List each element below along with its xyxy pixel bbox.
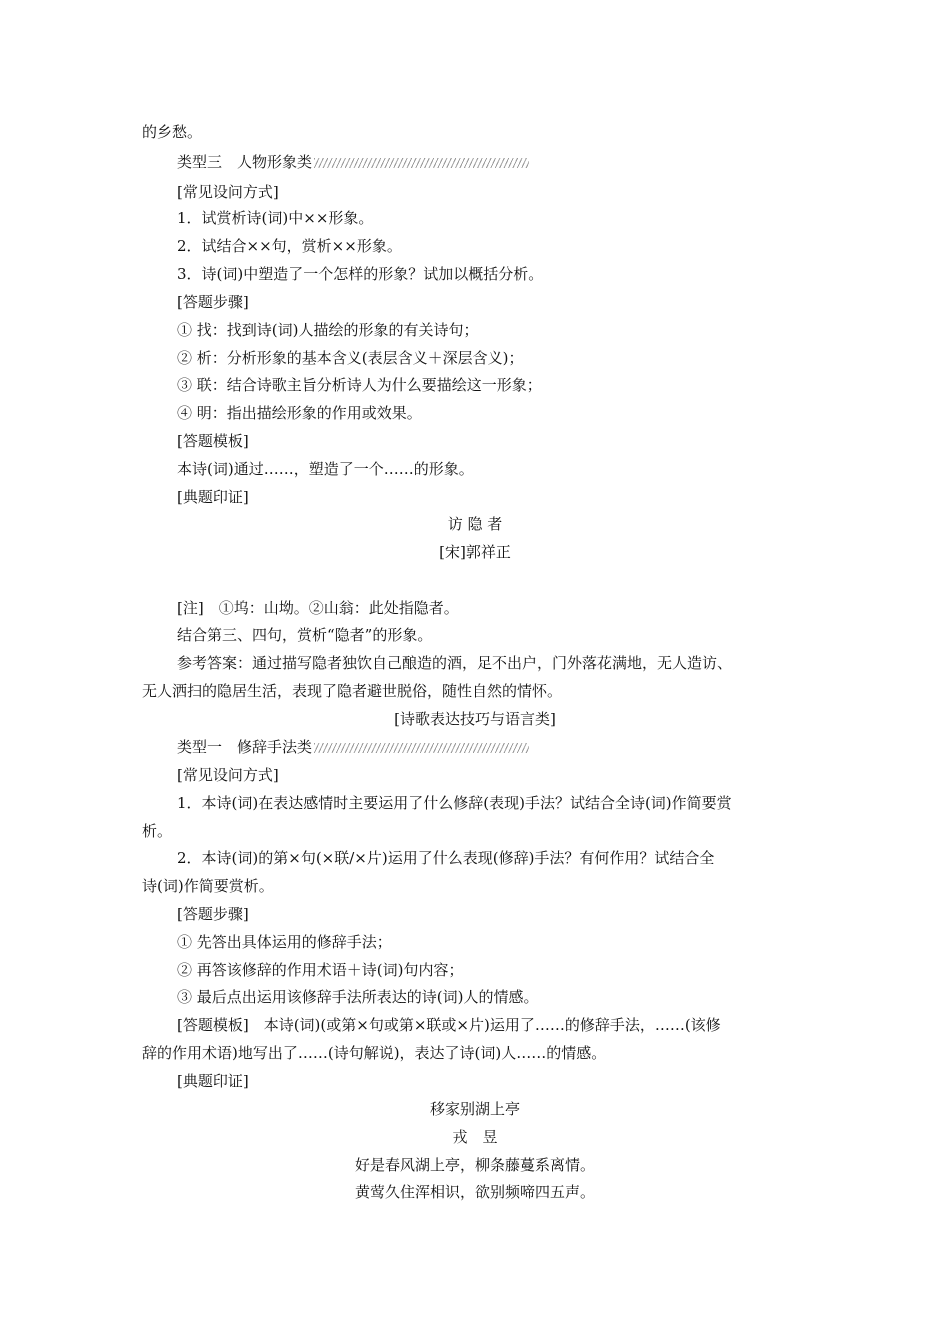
ask-item: 1．本诗(词)在表达感情时主要运用了什么修辞(表现)手法？试结合全诗(词)作简要赏 xyxy=(177,794,732,812)
poem-note: [注] ①坞：山坳。②山翁：此处指隐者。 xyxy=(177,599,459,617)
step-item: ③ 联：结合诗歌主旨分析诗人为什么要描绘这一形象； xyxy=(177,376,542,394)
section-heading-text: 类型一 修辞手法类 xyxy=(177,738,313,756)
ask-item-continued: 析。 xyxy=(142,822,173,840)
example-label: [典题印证] xyxy=(177,1072,249,1090)
steps-label: [答题步骤] xyxy=(177,293,249,311)
poem-line: 黄莺久住浑相识，欲别频啼四五声。 xyxy=(354,1183,595,1201)
step-item: ② 析：分析形象的基本含义(表层含义＋深层含义)； xyxy=(177,349,524,367)
template-line: 辞的作用术语)地写出了……(诗句解说)，表达了诗(词)人……的情感。 xyxy=(142,1044,607,1062)
example-label: [典题印证] xyxy=(177,488,249,506)
step-item: ① 找：找到诗(词)人描绘的形象的有关诗句； xyxy=(177,321,479,339)
answer-line: 参考答案：通过描写隐者独饮自己酿造的酒，足不出户，门外落花满地，无人造访、 xyxy=(177,654,733,672)
template-line: [答题模板] 本诗(词)(或第×句或第×联或×片)运用了……的修辞手法，……(该修 xyxy=(177,1016,721,1034)
step-item: ③ 最后点出运用该修辞手法所表达的诗(词)人的情感。 xyxy=(177,988,539,1006)
poem-line: 好是春风湖上亭，柳条藤蔓系离情。 xyxy=(354,1156,595,1174)
section-heading-text: 类型三 人物形象类 xyxy=(177,153,313,171)
step-item: ④ 明：指出描绘形象的作用或效果。 xyxy=(177,404,422,422)
ask-item: 2．试结合××句，赏析××形象。 xyxy=(177,237,402,255)
section-heading xyxy=(177,737,529,757)
question-text: 结合第三、四句，赏析“隐者”的形象。 xyxy=(177,626,433,644)
step-item: ① 先答出具体运用的修辞手法； xyxy=(177,933,392,951)
ask-item-continued: 诗(词)作简要赏析。 xyxy=(142,877,274,895)
section-heading xyxy=(177,152,529,172)
answer-line: 无人洒扫的隐居生活，表现了隐者避世脱俗，随性自然的情怀。 xyxy=(142,682,563,700)
template-text: 本诗(词)通过……，塑造了一个……的形象。 xyxy=(177,460,474,478)
category-title: [诗歌表达技巧与语言类] xyxy=(394,710,556,728)
paragraph-tail: 的乡愁。 xyxy=(142,123,203,141)
ask-item: 1．试赏析诗(词)中××形象。 xyxy=(177,209,374,227)
template-label: [答题模板] xyxy=(177,432,249,450)
ask-item: 3．诗(词)中塑造了一个怎样的形象？试加以概括分析。 xyxy=(177,265,544,283)
poem-title: 移家别湖上亭 xyxy=(429,1100,520,1118)
poem-title: 访 隐 者 xyxy=(447,515,503,533)
ask-label: [常见设问方式] xyxy=(177,766,279,784)
ask-item: 2．本诗(词)的第×句(×联/×片)运用了什么表现(修辞)手法？有何作用？试结合全 xyxy=(177,849,715,867)
steps-label: [答题步骤] xyxy=(177,905,249,923)
step-item: ② 再答该修辞的作用术语＋诗(词)句内容； xyxy=(177,961,464,979)
ask-label: [常见设问方式] xyxy=(177,183,279,201)
hatch-decoration xyxy=(314,743,529,753)
poem-author: [宋]郭祥正 xyxy=(439,543,511,561)
poem-author: 戎 昱 xyxy=(452,1128,498,1146)
hatch-decoration xyxy=(314,158,529,168)
